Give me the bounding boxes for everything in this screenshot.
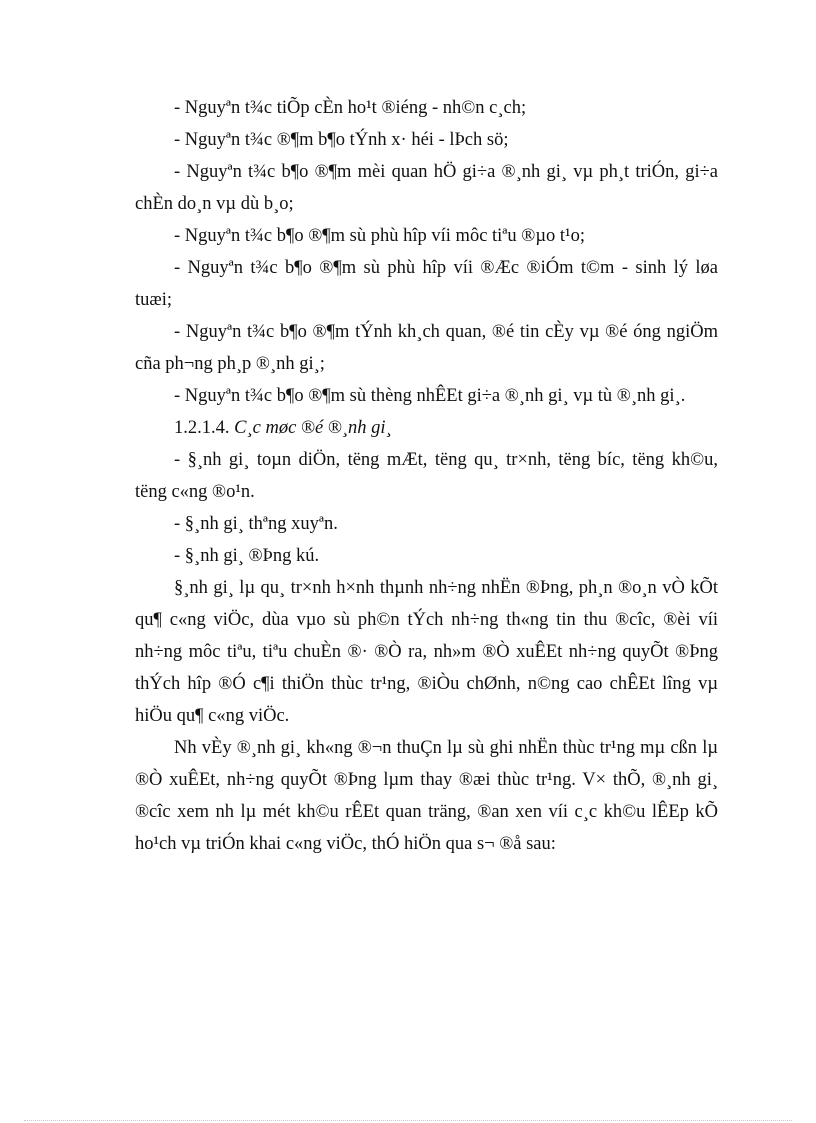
principle-item-7: - Nguyªn t¾c b¶o ®¶m sù thèng nhÊEt gi÷a ®¸nh gi¸ vµ tù ®¸nh gi¸.	[174, 386, 686, 406]
principle-item-1: - Nguyªn t¾c tiÕp cÈn ho¹t ®iéng - nh©n c¸ch;	[174, 98, 527, 118]
level-item-2: - §¸nh gi¸ thªng xuyªn.	[174, 514, 338, 534]
principle-item-6: - Nguyªn t¾c b¶o ®¶m tÝnh kh¸ch quan, ®é tin cÈy vµ ®é óng ngiÖm cña ph¬ng ph¸p ®¸nh gi¸;	[135, 322, 718, 374]
level-item-1: - §¸nh gi¸ toµn diÖn, tëng mÆt, tëng qu¸ tr×nh, tëng bíc, tëng kh©u, tëng c«ng ®o¹n.	[135, 450, 718, 502]
section-number: 1.2.1.4.	[174, 418, 230, 438]
section-title: C¸c møc ®é ®¸nh gi¸	[234, 418, 392, 438]
principle-item-2: - Nguyªn t¾c ®¶m b¶o tÝnh x· héi - lÞch sö;	[174, 130, 509, 150]
page-bottom-divider	[24, 1120, 792, 1121]
principle-item-4: - Nguyªn t¾c b¶o ®¶m sù phù hîp víi môc tiªu ®µo t¹o;	[174, 226, 585, 246]
principle-item-5: - Nguyªn t¾c b¶o ®¶m sù phù hîp víi ®Æc ®iÓm t©m - sinh lý løa tuæi;	[135, 258, 718, 310]
document-body	[135, 92, 718, 860]
definition-paragraph: §¸nh gi¸ lµ qu¸ tr×nh h×nh thµnh nh÷ng nhËn ®Þng, ph¸n ®o¸n vÒ kÕt qu¶ c«ng viÖc, dùa vµo sù ph©n tÝch nh÷ng th«ng tin thu ®cîc, ®èi víi nh÷ng môc tiªu, tiªu chuÈn ®· ®Ò ra, nh»m ®Ò xuÊEt nh÷ng quyÕt ®Þng thÝch hîp ®Ó c¶i thiÖn thùc tr¹ng, ®iÒu chØnh, n©ng cao chÊEt lîng vµ hiÖu qu¶ c«ng viÖc.	[135, 578, 718, 726]
conclusion-paragraph: Nh vÈy ®¸nh gi¸ kh«ng ®¬n thuÇn lµ sù ghi nhËn thùc tr¹ng mµ cßn lµ ®Ò xuÊEt, nh÷ng quyÕt ®Þng lµm thay ®æi thùc tr¹ng. V× thÕ, ®¸nh gi¸ ®cîc xem nh lµ mét kh©u rÊEt quan träng, ®an xen víi c¸c kh©u lÊEp kÕ ho¹ch vµ triÓn khai c«ng viÖc, thÓ hiÖn qua s¬ ®å sau:	[135, 738, 718, 854]
section-heading	[135, 412, 718, 444]
principle-item-3: - Nguyªn t¾c b¶o ®¶m mèi quan hÖ gi÷a ®¸nh gi¸ vµ ph¸t triÓn, gi÷a chÈn do¸n vµ dù b¸o;	[135, 162, 718, 214]
level-item-3: - §¸nh gi¸ ®Þng kú.	[174, 546, 320, 566]
